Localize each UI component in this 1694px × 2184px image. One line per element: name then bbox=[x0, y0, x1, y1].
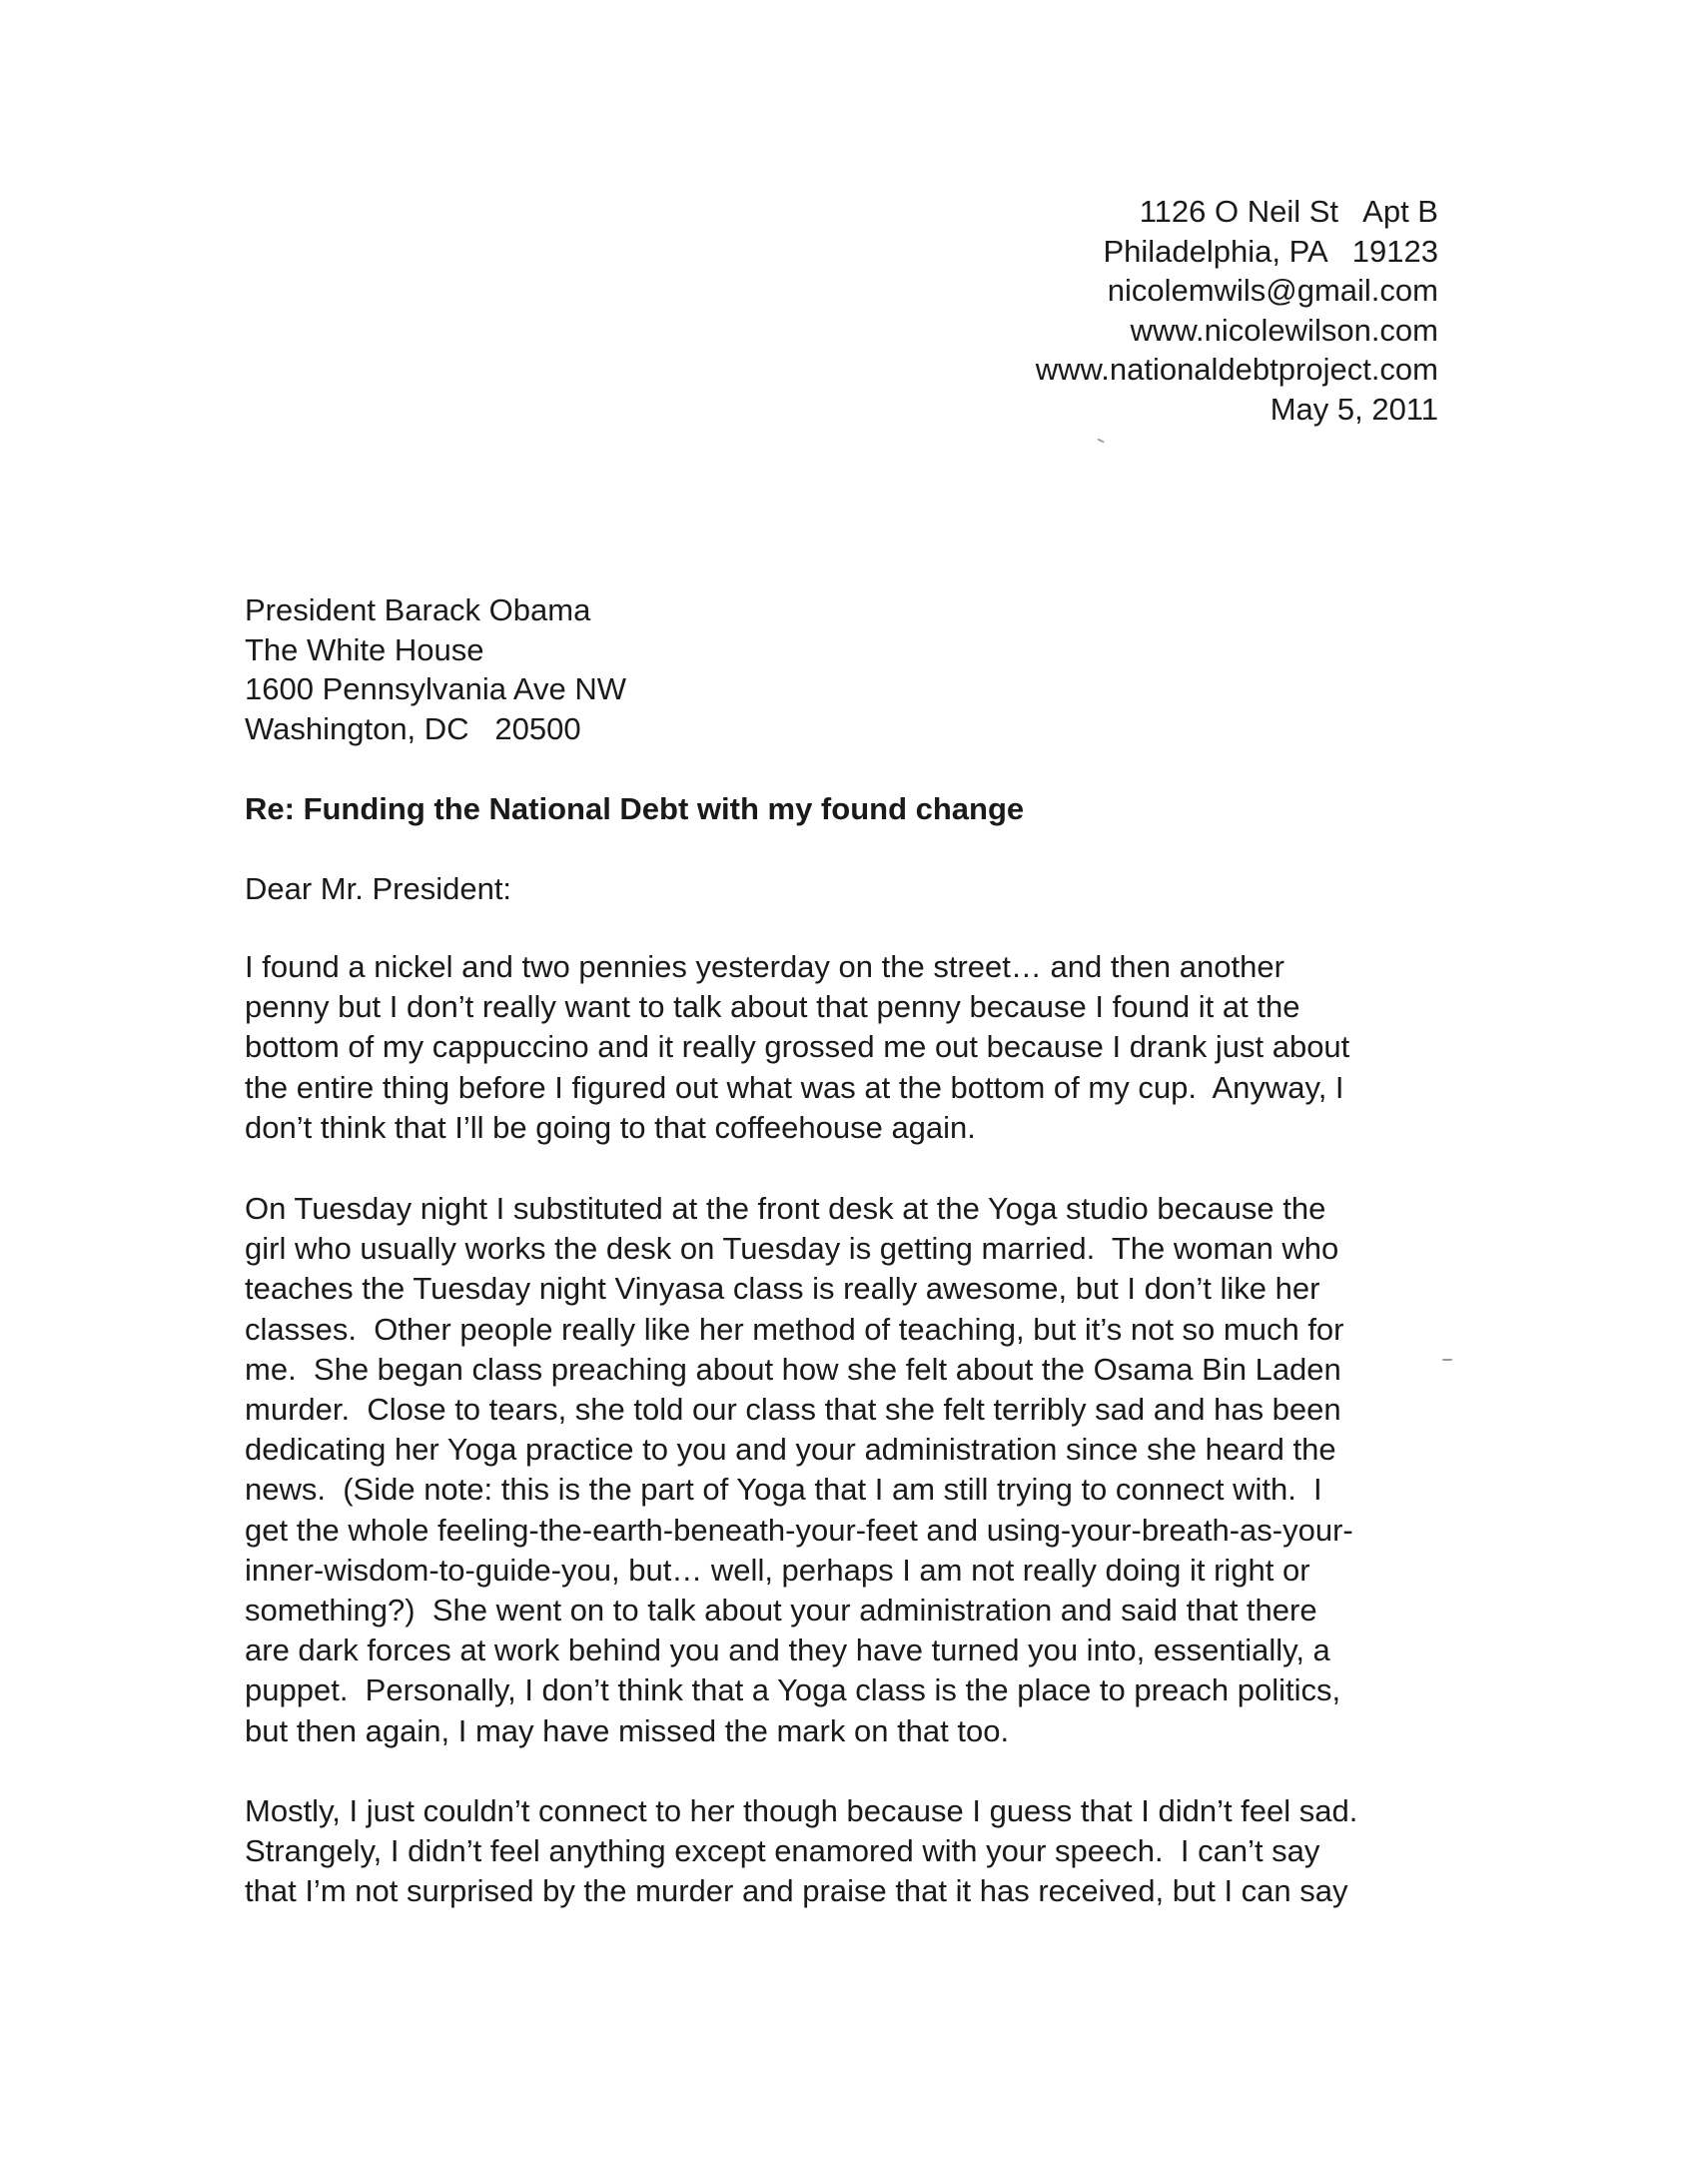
paragraph-line: me. She began class preaching about how she felt about the Osama Bin Laden bbox=[245, 1351, 1341, 1387]
body-paragraph-1 bbox=[245, 947, 1349, 1148]
recipient-name: President Barack Obama bbox=[245, 592, 591, 627]
paragraph-line: that I’m not surprised by the murder and praise that it has received, but I can say bbox=[245, 1873, 1348, 1909]
sender-project-website: www.nationaldebtproject.com bbox=[1035, 352, 1438, 387]
paragraph-line: teaches the Tuesday night Vinyasa class is really awesome, but I don’t like her bbox=[245, 1271, 1320, 1307]
body-paragraph-2 bbox=[245, 1189, 1353, 1751]
paragraph-line: inner-wisdom-to-guide-you, but… well, perhaps I am not really doing it right or bbox=[245, 1552, 1310, 1588]
paragraph-line: I found a nickel and two pennies yesterday on the street… and then another bbox=[245, 949, 1284, 984]
recipient-organization: The White House bbox=[245, 631, 484, 667]
recipient-city: Washington, DC 20500 bbox=[245, 710, 581, 746]
scan-speck bbox=[1442, 1359, 1452, 1361]
paragraph-line: bottom of my cappuccino and it really grossed me out because I drank just about bbox=[245, 1029, 1350, 1065]
paragraph-line: news. (Side note: this is the part of Yoga that I am still trying to connect with. I bbox=[245, 1472, 1322, 1508]
sender-website: www.nicolewilson.com bbox=[1130, 312, 1438, 348]
paragraph-line: get the whole feeling-the-earth-beneath-your-feet and using-your-breath-as-your- bbox=[245, 1512, 1353, 1548]
recipient-address-block bbox=[245, 590, 626, 748]
paragraph-line: the entire thing before I figured out what was at the bottom of my cup. Anyway, I bbox=[245, 1069, 1344, 1105]
paragraph-line: dedicating her Yoga practice to you and your administration since she heard the bbox=[245, 1432, 1336, 1468]
sender-address-block bbox=[1036, 192, 1438, 429]
paragraph-line: murder. Close to tears, she told our class that she felt terribly sad and has been bbox=[245, 1392, 1341, 1428]
paragraph-line: something?) She went on to talk about your administration and said that there bbox=[245, 1593, 1317, 1629]
body-paragraph-3 bbox=[245, 1791, 1357, 1912]
paragraph-line: classes. Other people really like her method of teaching, but it’s not so much for bbox=[245, 1311, 1344, 1347]
letter-date: May 5, 2011 bbox=[1270, 391, 1438, 427]
paragraph-line: penny but I don’t really want to talk about that penny because I found it at the bbox=[245, 989, 1300, 1025]
paragraph-line: don’t think that I’ll be going to that coffeehouse again. bbox=[245, 1109, 976, 1145]
sender-city: Philadelphia, PA 19123 bbox=[1103, 233, 1438, 269]
paragraph-line: are dark forces at work behind you and they have turned you into, essentially, a bbox=[245, 1633, 1330, 1668]
paragraph-line: puppet. Personally, I don’t think that a Yoga class is the place to preach politics, bbox=[245, 1672, 1341, 1708]
paragraph-line: but then again, I may have missed the mark on that too. bbox=[245, 1712, 1010, 1748]
scan-speck bbox=[1097, 438, 1105, 443]
sender-email: nicolemwils@gmail.com bbox=[1107, 273, 1438, 308]
salutation: Dear Mr. President: bbox=[245, 871, 512, 906]
paragraph-line: girl who usually works the desk on Tuesday is getting married. The woman who bbox=[245, 1231, 1339, 1267]
paragraph-line: Strangely, I didn’t feel anything except enamored with your speech. I can’t say bbox=[245, 1833, 1320, 1869]
recipient-street: 1600 Pennsylvania Ave NW bbox=[245, 671, 626, 706]
paragraph-line: On Tuesday night I substituted at the front desk at the Yoga studio because the bbox=[245, 1191, 1326, 1226]
sender-street: 1126 O Neil St Apt B bbox=[1139, 194, 1438, 229]
subject-line: Re: Funding the National Debt with my found change bbox=[245, 791, 1025, 826]
paragraph-line: Mostly, I just couldn’t connect to her though because I guess that I didn’t feel sad. bbox=[245, 1793, 1358, 1828]
